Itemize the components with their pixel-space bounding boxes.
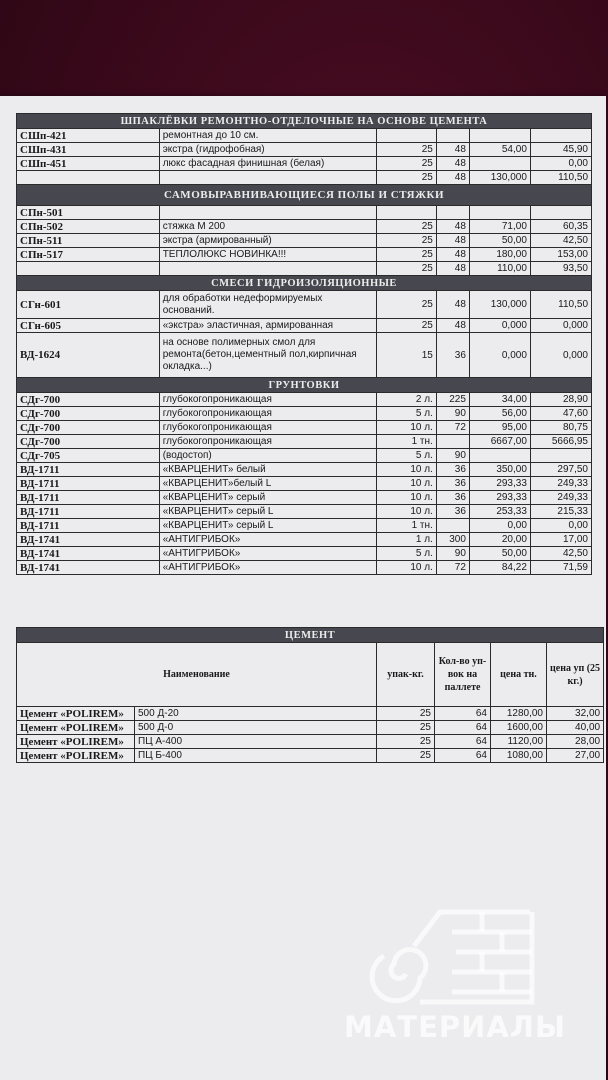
pallet-qty: 300 (436, 533, 469, 547)
table-row (17, 407, 592, 421)
pack-size: 10 л. (376, 463, 436, 477)
product-description: «КВАРЦЕНИТ» серый L (159, 519, 376, 533)
price-per-unit: 42,50 (530, 234, 591, 248)
pack-size: 5 л. (376, 407, 436, 421)
pallet-qty: 48 (436, 157, 469, 171)
pallet-qty (436, 519, 469, 533)
price-per-ton: 6667,00 (469, 435, 530, 449)
pallet-qty: 64 (435, 707, 491, 721)
price-per-ton: 0,000 (469, 333, 530, 378)
product-code: СГн-605 (17, 319, 160, 333)
pallet-qty: 64 (435, 735, 491, 749)
product-description: «АНТИГРИБОК» (159, 533, 376, 547)
product-code: СДг-700 (17, 393, 160, 407)
pack-size: 25 (377, 707, 435, 721)
product-description: глубокогопроникающая (159, 421, 376, 435)
price-per-unit: 32,00 (547, 707, 604, 721)
pallet-qty: 36 (436, 491, 469, 505)
table-row (17, 547, 592, 561)
table-row (17, 449, 592, 463)
price-per-unit: 17,00 (530, 533, 591, 547)
pallet-qty: 90 (436, 407, 469, 421)
product-description: экстра (армированный) (159, 234, 376, 248)
product-code: СШп-451 (17, 157, 160, 171)
pack-size: 25 (376, 248, 436, 262)
price-per-unit: 27,00 (547, 749, 604, 763)
price-per-unit: 110,50 (530, 171, 591, 185)
pack-size: 25 (376, 319, 436, 333)
pack-size: 25 (377, 735, 435, 749)
product-description: на основе полимерных смол для ремонта(бетон,цементный пол,кирпичная окладка...) (159, 333, 376, 378)
watermark-text: МАТЕРИАЛЫ (344, 1010, 566, 1044)
price-per-ton: 130,000 (469, 171, 530, 185)
pack-size: 1 тн. (376, 435, 436, 449)
section-header-cement (17, 628, 604, 643)
table-row (17, 157, 592, 171)
pack-size: 25 (376, 157, 436, 171)
pallet-qty: 72 (436, 561, 469, 575)
price-per-unit: 47,60 (530, 407, 591, 421)
table-row (17, 463, 592, 477)
table-row (17, 735, 604, 749)
table-row (17, 749, 604, 763)
product-description: «КВАРЦЕНИТ»белый L (159, 477, 376, 491)
pack-size: 25 (376, 262, 436, 276)
price-per-ton: 71,00 (469, 220, 530, 234)
price-per-unit: 42,50 (530, 547, 591, 561)
product-code: ВД-1711 (17, 491, 160, 505)
product-code (17, 262, 160, 276)
pallet-qty: 48 (436, 171, 469, 185)
price-per-unit: 0,000 (530, 319, 591, 333)
price-per-unit: 215,33 (530, 505, 591, 519)
price-per-ton: 84,22 (469, 561, 530, 575)
table-row (17, 129, 592, 143)
price-per-unit: 110,50 (530, 291, 591, 319)
price-per-ton: 130,000 (469, 291, 530, 319)
cement-header-row (17, 643, 604, 707)
product-description: «КВАРЦЕНИТ» белый (159, 463, 376, 477)
pallet-qty: 48 (436, 220, 469, 234)
section-title: ЦЕМЕНТ (17, 628, 604, 643)
cement-grade: 500 Д-0 (135, 721, 377, 735)
table-row (17, 561, 592, 575)
price-per-unit: 0,00 (530, 519, 591, 533)
price-per-unit: 71,59 (530, 561, 591, 575)
price-per-ton: 1080,00 (491, 749, 547, 763)
price-per-ton: 293,33 (469, 491, 530, 505)
pallet-qty (436, 206, 469, 220)
product-description: для обработки недеформируемых оснований. (159, 291, 376, 319)
cement-name: Цемент «POLIREM» (17, 707, 135, 721)
table-row (17, 721, 604, 735)
price-per-ton: 350,00 (469, 463, 530, 477)
pack-size: 1 л. (376, 533, 436, 547)
table-row (17, 333, 592, 378)
table-row (17, 435, 592, 449)
pallet-qty: 48 (436, 143, 469, 157)
pallet-qty: 90 (436, 547, 469, 561)
price-per-ton (469, 157, 530, 171)
pack-size: 5 л. (376, 449, 436, 463)
price-per-ton: 54,00 (469, 143, 530, 157)
table-row (17, 421, 592, 435)
product-description: ТЕПЛОЛЮКС НОВИНКА!!! (159, 248, 376, 262)
cement-name: Цемент «POLIREM» (17, 735, 135, 749)
product-code: ВД-1741 (17, 547, 160, 561)
table-row (17, 477, 592, 491)
price-per-ton (469, 206, 530, 220)
pallet-qty (436, 435, 469, 449)
cement-name: Цемент «POLIREM» (17, 749, 135, 763)
product-code (17, 171, 160, 185)
product-code: СПн-502 (17, 220, 160, 234)
product-description: «экстра» эластичная, армированная (159, 319, 376, 333)
price-per-ton: 1280,00 (491, 707, 547, 721)
product-code: СДг-700 (17, 435, 160, 449)
product-code: СДг-705 (17, 449, 160, 463)
price-per-ton: 0,00 (469, 519, 530, 533)
header-pallet: Кол-во уп-вок на паллете (435, 643, 491, 707)
product-code: СДг-700 (17, 407, 160, 421)
price-per-unit (530, 129, 591, 143)
pack-size (376, 206, 436, 220)
pack-size: 25 (376, 234, 436, 248)
price-per-ton: 34,00 (469, 393, 530, 407)
product-description: «АНТИГРИБОК» (159, 547, 376, 561)
section-title: СМЕСИ ГИДРОИЗОЛЯЦИОННЫЕ (17, 276, 592, 291)
price-per-ton: 95,00 (469, 421, 530, 435)
pallet-qty (436, 129, 469, 143)
pack-size: 10 л. (376, 477, 436, 491)
price-per-unit: 28,00 (547, 735, 604, 749)
table-row (17, 171, 592, 185)
pallet-qty: 36 (436, 477, 469, 491)
product-code: СШп-421 (17, 129, 160, 143)
pack-size: 25 (376, 220, 436, 234)
pallet-qty: 48 (436, 291, 469, 319)
pallet-qty: 90 (436, 449, 469, 463)
section-title: ШПАКЛЁВКИ РЕМОНТНО-ОТДЕЛОЧНЫЕ НА ОСНОВЕ ЦЕМЕНТА (17, 114, 592, 129)
product-code: ВД-1711 (17, 519, 160, 533)
table-row (17, 220, 592, 234)
product-code: ВД-1711 (17, 477, 160, 491)
product-description (159, 262, 376, 276)
price-per-unit: 93,50 (530, 262, 591, 276)
product-description: «КВАРЦЕНИТ» серый L (159, 505, 376, 519)
pack-size: 1 тн. (376, 519, 436, 533)
pallet-qty: 36 (436, 463, 469, 477)
pack-size: 2 л. (376, 393, 436, 407)
pack-size: 10 л. (376, 491, 436, 505)
price-per-unit: 60,35 (530, 220, 591, 234)
product-description: (водостоп) (159, 449, 376, 463)
pallet-qty: 48 (436, 262, 469, 276)
price-per-unit: 80,75 (530, 421, 591, 435)
price-per-ton (469, 449, 530, 463)
header-price-unit: цена уп (25 кг.) (547, 643, 604, 707)
table-row (17, 707, 604, 721)
cement-name: Цемент «POLIREM» (17, 721, 135, 735)
product-description: люкс фасадная финишная (белая) (159, 157, 376, 171)
table-row (17, 533, 592, 547)
pack-size: 25 (377, 749, 435, 763)
pack-size: 15 (376, 333, 436, 378)
table-row (17, 505, 592, 519)
product-code: ВД-1741 (17, 561, 160, 575)
table-row (17, 291, 592, 319)
product-code: СПн-511 (17, 234, 160, 248)
product-code: СШп-431 (17, 143, 160, 157)
product-description: «КВАРЦЕНИТ» серый (159, 491, 376, 505)
pack-size: 25 (376, 143, 436, 157)
price-per-unit: 5666,95 (530, 435, 591, 449)
price-per-unit: 28,90 (530, 393, 591, 407)
product-code: ВД-1624 (17, 333, 160, 378)
pallet-qty: 64 (435, 721, 491, 735)
pallet-qty: 48 (436, 234, 469, 248)
price-per-unit: 249,33 (530, 491, 591, 505)
price-per-ton (469, 129, 530, 143)
price-per-ton: 1120,00 (491, 735, 547, 749)
price-per-unit: 153,00 (530, 248, 591, 262)
pack-size: 25 (376, 171, 436, 185)
pack-size: 10 л. (376, 421, 436, 435)
product-code: СГн-601 (17, 291, 160, 319)
pallet-qty: 48 (436, 248, 469, 262)
product-description: экстра (гидрофобная) (159, 143, 376, 157)
section-header (17, 185, 592, 206)
price-per-ton: 50,00 (469, 234, 530, 248)
price-per-ton: 253,33 (469, 505, 530, 519)
product-code: СДг-700 (17, 421, 160, 435)
product-description (159, 206, 376, 220)
cement-table (16, 627, 604, 763)
price-table (16, 113, 592, 575)
cement-grade: 500 Д-20 (135, 707, 377, 721)
price-per-ton: 1600,00 (491, 721, 547, 735)
table-row (17, 262, 592, 276)
price-per-ton: 50,00 (469, 547, 530, 561)
header-price-ton: цена тн. (491, 643, 547, 707)
cement-grade: ПЦ Б-400 (135, 749, 377, 763)
price-per-unit (530, 206, 591, 220)
product-code: ВД-1741 (17, 533, 160, 547)
pack-size (376, 129, 436, 143)
product-description: глубокогопроникающая (159, 435, 376, 449)
product-code: ВД-1711 (17, 505, 160, 519)
pallet-qty: 48 (436, 319, 469, 333)
pallet-qty: 36 (436, 505, 469, 519)
section-header (17, 114, 592, 129)
price-per-ton: 180,00 (469, 248, 530, 262)
table-row (17, 519, 592, 533)
price-per-unit: 249,33 (530, 477, 591, 491)
section-title: ГРУНТОВКИ (17, 378, 592, 393)
section-header (17, 378, 592, 393)
price-per-ton: 56,00 (469, 407, 530, 421)
section-header (17, 276, 592, 291)
price-per-unit: 0,000 (530, 333, 591, 378)
cement-grade: ПЦ А-400 (135, 735, 377, 749)
table-row (17, 206, 592, 220)
pack-size: 25 (376, 291, 436, 319)
pallet-qty: 72 (436, 421, 469, 435)
pallet-qty: 225 (436, 393, 469, 407)
product-description: «АНТИГРИБОК» (159, 561, 376, 575)
table-row (17, 393, 592, 407)
price-per-unit: 45,90 (530, 143, 591, 157)
product-description: глубокогопроникающая (159, 393, 376, 407)
pallet-qty: 64 (435, 749, 491, 763)
price-per-ton: 0,000 (469, 319, 530, 333)
pack-size: 5 л. (376, 547, 436, 561)
table-row (17, 234, 592, 248)
product-description: глубокогопроникающая (159, 407, 376, 421)
pack-size: 10 л. (376, 561, 436, 575)
pack-size: 25 (377, 721, 435, 735)
price-per-unit: 297,50 (530, 463, 591, 477)
header-pack: упак-кг. (377, 643, 435, 707)
table-row (17, 248, 592, 262)
product-description: ремонтная до 10 см. (159, 129, 376, 143)
price-per-unit (530, 449, 591, 463)
pack-size: 10 л. (376, 505, 436, 519)
price-per-unit: 0,00 (530, 157, 591, 171)
product-code: СПн-517 (17, 248, 160, 262)
product-description: стяжка М 200 (159, 220, 376, 234)
table-row (17, 491, 592, 505)
product-description (159, 171, 376, 185)
section-title: САМОВЫРАВНИВАЮЩИЕСЯ ПОЛЫ И СТЯЖКИ (17, 185, 592, 206)
price-per-ton: 20,00 (469, 533, 530, 547)
product-code: ВД-1711 (17, 463, 160, 477)
price-per-unit: 40,00 (547, 721, 604, 735)
table-row (17, 319, 592, 333)
header-name: Наименование (17, 643, 377, 707)
product-code: СПн-501 (17, 206, 160, 220)
table-row (17, 143, 592, 157)
pallet-qty: 36 (436, 333, 469, 378)
price-per-ton: 110,00 (469, 262, 530, 276)
price-per-ton: 293,33 (469, 477, 530, 491)
